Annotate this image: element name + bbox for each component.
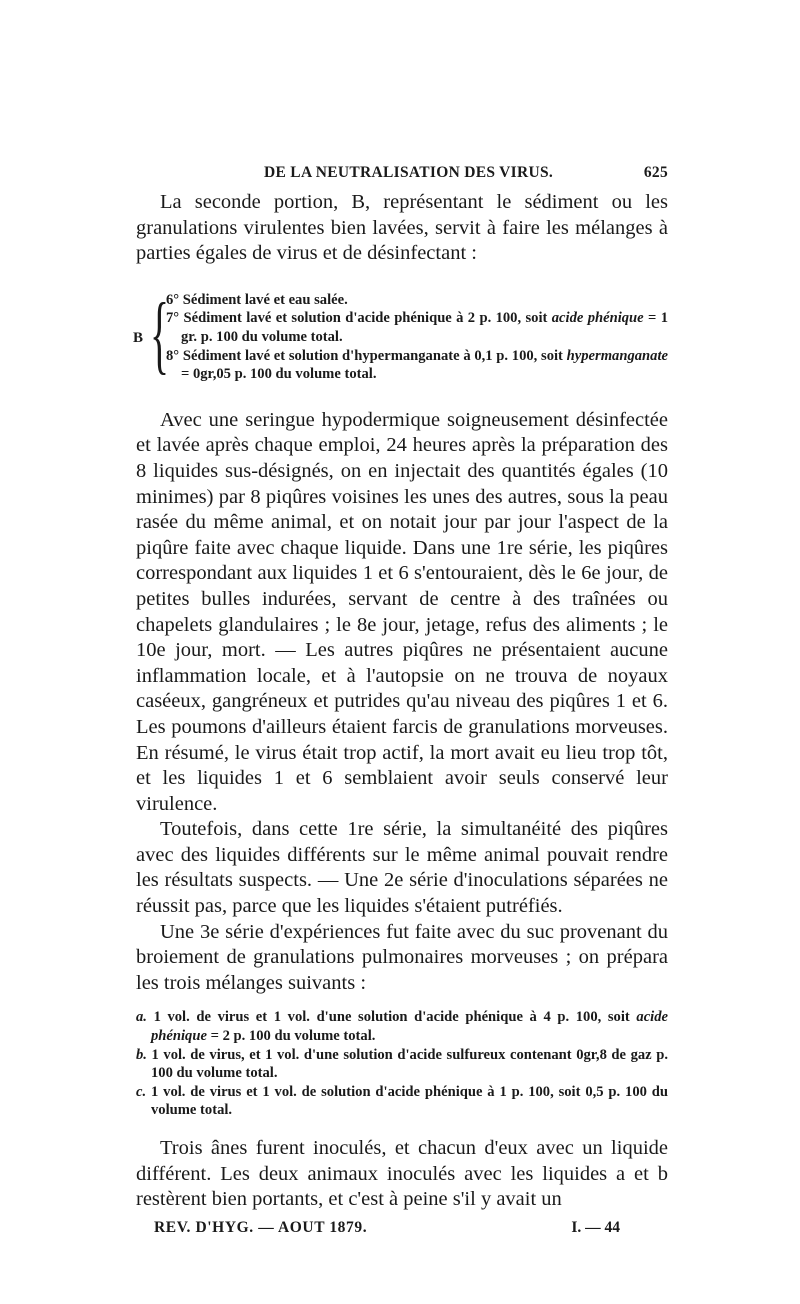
paragraph-third-series: Une 3e série d'expériences fut faite avec du suc provenant du broiement de granulations pulmonaires morveuses ; on prépara les trois mélanges suivants : — [136, 920, 668, 994]
mixture-b: b. 1 vol. de virus, et 1 vol. d'une solution d'acide sulfureux contenant 0gr,8 de gaz p. 100 du volume total. — [136, 1046, 668, 1082]
page — [133, 160, 668, 1243]
final-paragraph: Trois ânes furent inoculés, et chacun d'eux avec un liquide différent. Les deux animaux inoculés avec les liquides a et b restèrent bien portants, et c'est à peine s'il y avait un — [136, 1137, 668, 1211]
page-number: 625 — [643, 164, 668, 181]
running-title: DE LA NEUTRALISATION DES VIRUS. — [264, 164, 554, 181]
page-footer — [136, 1217, 668, 1243]
brace-item-8: 8° Sédiment lavé et solution d'hypermanganate à 0,1 p. 100, soit hypermanganate = 0gr,05 p. 100 du volume total. — [166, 347, 668, 383]
curly-brace-icon: { — [150, 285, 170, 383]
running-header — [136, 160, 668, 190]
brace-group — [133, 285, 668, 383]
mixture-c: c. 1 vol. de virus et 1 vol. de solution d'acide phénique à 1 p. 100, soit 0,5 p. 100 du volume total. — [136, 1083, 668, 1119]
footer-journal: REV. D'HYG. — AOUT 1879. — [154, 1218, 368, 1236]
intro-paragraph: La seconde portion, B, représentant le sédiment ou les granulations virulentes bien lavées, servit à faire les mélanges à parties égales de virus et de désinfectant : — [136, 191, 668, 265]
footer-signature: I. — 44 — [571, 1218, 620, 1236]
mixture-a: a. 1 vol. de virus et 1 vol. d'une solution d'acide phénique à 4 p. 100, soit acide phénique = 2 p. 100 du volume total. — [136, 1009, 668, 1045]
paragraph-toutefois: Toutefois, dans cette 1re série, la simultanéité des piqûres avec des liquides différents sur le même animal pouvait rendre les résultats suspects. — Une 2e série d'inoculations séparées ne réussit pas, parce que les liquides s'étaient putréfiés. — [136, 818, 668, 918]
brace-item-7: 7° Sédiment lavé et solution d'acide phénique à 2 p. 100, soit acide phénique = 1 gr. p. 100 du volume total. — [166, 310, 668, 345]
brace-items — [166, 291, 668, 384]
main-paragraph: Avec une seringue hypodermique soigneusement désinfectée et lavée après chaque emploi, 24 heures après la préparation des 8 liquides sus-désignés, on en injectait des quantités égales (10 minimes) par 8 piqûres voisines les unes des autres, sous la peau rasée du même animal, et on notait jour par jour l'aspect de la piqûre faite avec chaque liquide. Dans une 1re série, les piqûres correspondant aux liquides 1 et 6 s'entouraient, dès le 6e jour, de petites bulles indurées, servant de centre à des traînées ou chapelets glandulaires ; le 8e jour, jetage, refus des aliments ; le 10e jour, mort. — Les autres piqûres ne présentaient aucune inflammation locale, et à l'autopsie on ne trouva de noyaux caséeux, gangréneux et putrides qu'au niveau des piqûres 1 et 6. Les poumons d'ailleurs étaient farcis de granulations morveuses. En résumé, le virus était trop actif, la mort avait eu lieu trop tôt, et les liquides 1 et 6 semblaient avoir seuls conservé leur virulence. — [136, 408, 668, 815]
brace-item-6: 6° Sédiment lavé et eau salée. — [166, 291, 348, 308]
brace-group-letter: B — [133, 329, 144, 346]
mixtures-list — [136, 1008, 668, 1120]
